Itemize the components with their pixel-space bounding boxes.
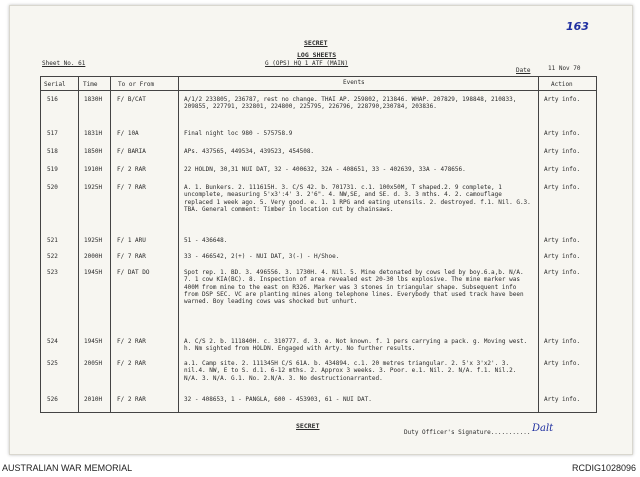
to-from-cell: F/ DAT DO (117, 269, 150, 276)
column-divider-events (538, 76, 539, 412)
event-cell: A/1/2 233805, 236787, rest no change. THAI AP. 259802, 213846. WHAP. 207829, 198848, 210833, 209855, 227791, 232801, 224800, 225795, 226796, 228790,230784, 203836. (184, 96, 517, 111)
action-cell: Arty info. (544, 148, 581, 155)
time-cell: 1830H (84, 96, 103, 103)
action-cell: Arty info. (544, 130, 581, 137)
table-left-border (40, 76, 41, 412)
column-header-time: Time (83, 81, 98, 88)
time-cell: 1910H (84, 166, 103, 173)
serial-cell: 525 (47, 360, 58, 367)
to-from-cell: F/ 7 RAR (117, 253, 146, 260)
table-right-border (596, 76, 597, 412)
column-header-events: Events (343, 79, 365, 86)
column-divider-to-from (178, 76, 179, 412)
serial-cell: 522 (47, 253, 58, 260)
serial-cell: 524 (47, 338, 58, 345)
action-cell: Arty info. (544, 396, 581, 403)
to-from-cell: F/ 2 RAR (117, 166, 146, 173)
event-cell: 51 - 436648. (184, 237, 228, 244)
action-cell: Arty info. (544, 237, 581, 244)
time-cell: 1945H (84, 338, 103, 345)
time-cell: 1945H (84, 269, 103, 276)
column-divider-time (110, 76, 111, 412)
event-cell: 33 - 466542, 2(+) - NUI DAT, 3(-) - H/Shoe. (184, 253, 340, 260)
security-classification-bottom: SECRET (296, 422, 320, 430)
serial-cell: 523 (47, 269, 58, 276)
to-from-cell: F/ 2 RAR (117, 338, 146, 345)
column-divider-serial (78, 76, 79, 412)
action-cell: Arty info. (544, 338, 581, 345)
serial-cell: 520 (47, 184, 58, 191)
event-cell: 32 - 408653, 1 - PANGLA, 600 - 453903, 61 - NUI DAT. (184, 396, 372, 403)
table-bottom-border (40, 412, 597, 413)
action-cell: Arty info. (544, 184, 581, 191)
event-cell: Final night loc 980 - 575758.9 (184, 130, 293, 137)
serial-cell: 517 (47, 130, 58, 137)
action-cell: Arty info. (544, 96, 581, 103)
event-cell: A. C/S 2. b. 111840H. c. 310777. d. 3. e. Not known. f. 1 pers carrying a pack. g. Moving west. h. Nm sighted from HOLDN. Engaged with Arty. No further results. (184, 338, 528, 353)
sheet-title: LOG SHEETS (297, 51, 337, 59)
archive-institution: AUSTRALIAN WAR MEMORIAL (2, 463, 133, 473)
archive-reference: RCDIG1028096 (571, 463, 636, 473)
serial-cell: 526 (47, 396, 58, 403)
log-sheet-paper (9, 5, 633, 455)
table-top-border (40, 76, 597, 77)
column-header-to-from: To or From (118, 81, 155, 88)
action-cell: Arty info. (544, 269, 581, 276)
action-cell: Arty info. (544, 360, 581, 367)
serial-cell: 518 (47, 148, 58, 155)
duty-officer-signature: Dalt (532, 423, 554, 434)
time-cell: 2010H (84, 396, 103, 403)
sheet-number: Sheet No. 61 (42, 60, 86, 67)
action-cell: Arty info. (544, 166, 581, 173)
event-cell: 22 HOLDN, 30,31 NUI DAT, 32 - 400632, 32A - 408651, 33 - 402639, 33A - 478656. (184, 166, 466, 173)
time-cell: 1850H (84, 148, 103, 155)
time-cell: 2000H (84, 253, 103, 260)
column-header-serial: Serial (44, 81, 66, 88)
to-from-cell: F/ 2 RAR (117, 360, 146, 367)
date-label: Date (516, 67, 531, 74)
serial-cell: 516 (47, 96, 58, 103)
date-value: 11 Nov 70 (548, 65, 581, 72)
signature-label: Duty Officer's Signature........... (404, 429, 531, 436)
serial-cell: 521 (47, 237, 58, 244)
column-header-action: Action (551, 81, 573, 88)
event-cell: APs. 437565, 449534, 439523, 454508. (184, 148, 315, 155)
event-cell: Spot rep. 1. BD. 3. 496556. 3. 1730H. 4. Nil. 5. Mine detonated by cows led by boy.6.a,b. N/A. 7. 1 cow KIA(BC). 8. Inspection of area revealed est 20-30 lbs explosive. The mine marker was 400M from mine to the east on R326. Marker was 3 stones in triangular shape. Subsequent info from DSP SEC. VC are planting mines along telephone lines. Everybody that used track have been warned. Boy leading cows was shocked but unhurt. (184, 269, 524, 306)
time-cell: 1831H (84, 130, 103, 137)
time-cell: 1925H (84, 237, 103, 244)
to-from-cell: F/ B/CAT (117, 96, 146, 103)
event-cell: a.1. Camp site. 2. 111345H C/S 61A. b. 434894. c.1. 20 metres triangular. 2. 5'x 3'x2'. 3. nil.4. NW, E to S. d.1. 6-12 mths. 2. Approx 3 weeks. 3. Poor. e.1. Nil. 2. N/A. f.1. Nil.2. N/A. 3. N/A. G.1. No. 2.N/A. 3. No destructionarranted. (184, 360, 517, 382)
to-from-cell: F/ 10A (117, 130, 139, 137)
to-from-cell: F/ BARIA (117, 148, 146, 155)
time-cell: 1925H (84, 184, 103, 191)
page-number: 163 (566, 20, 589, 33)
table-header-border (40, 90, 597, 91)
security-classification-top: SECRET (304, 39, 328, 47)
to-from-cell: F/ 7 RAR (117, 184, 146, 191)
to-from-cell: F/ 1 ARU (117, 237, 146, 244)
sheet-subtitle: G (OPS) HQ 1 ATF (MAIN) (265, 60, 349, 67)
time-cell: 2005H (84, 360, 103, 367)
event-cell: A. 1. Bunkers. 2. 111615H. 3. C/S 42. b. 701731. c.1. 100x50M, T shaped.2. 9 complete, 1 uncomplete, measuring 5'x3':4' 3. 2'6". 4. NW,SE, and SE. d. 3. 3 mths. 4. 2. camouflage replaced 1 week ago. 5. Very good. e. 1. 1 RPG and eating utensils. 2. destroyed. f.1. Nil. G.3. TBA. General comment: Timber in location cut by chainsaws. (184, 184, 531, 213)
serial-cell: 519 (47, 166, 58, 173)
action-cell: Arty info. (544, 253, 581, 260)
to-from-cell: F/ 2 RAR (117, 396, 146, 403)
